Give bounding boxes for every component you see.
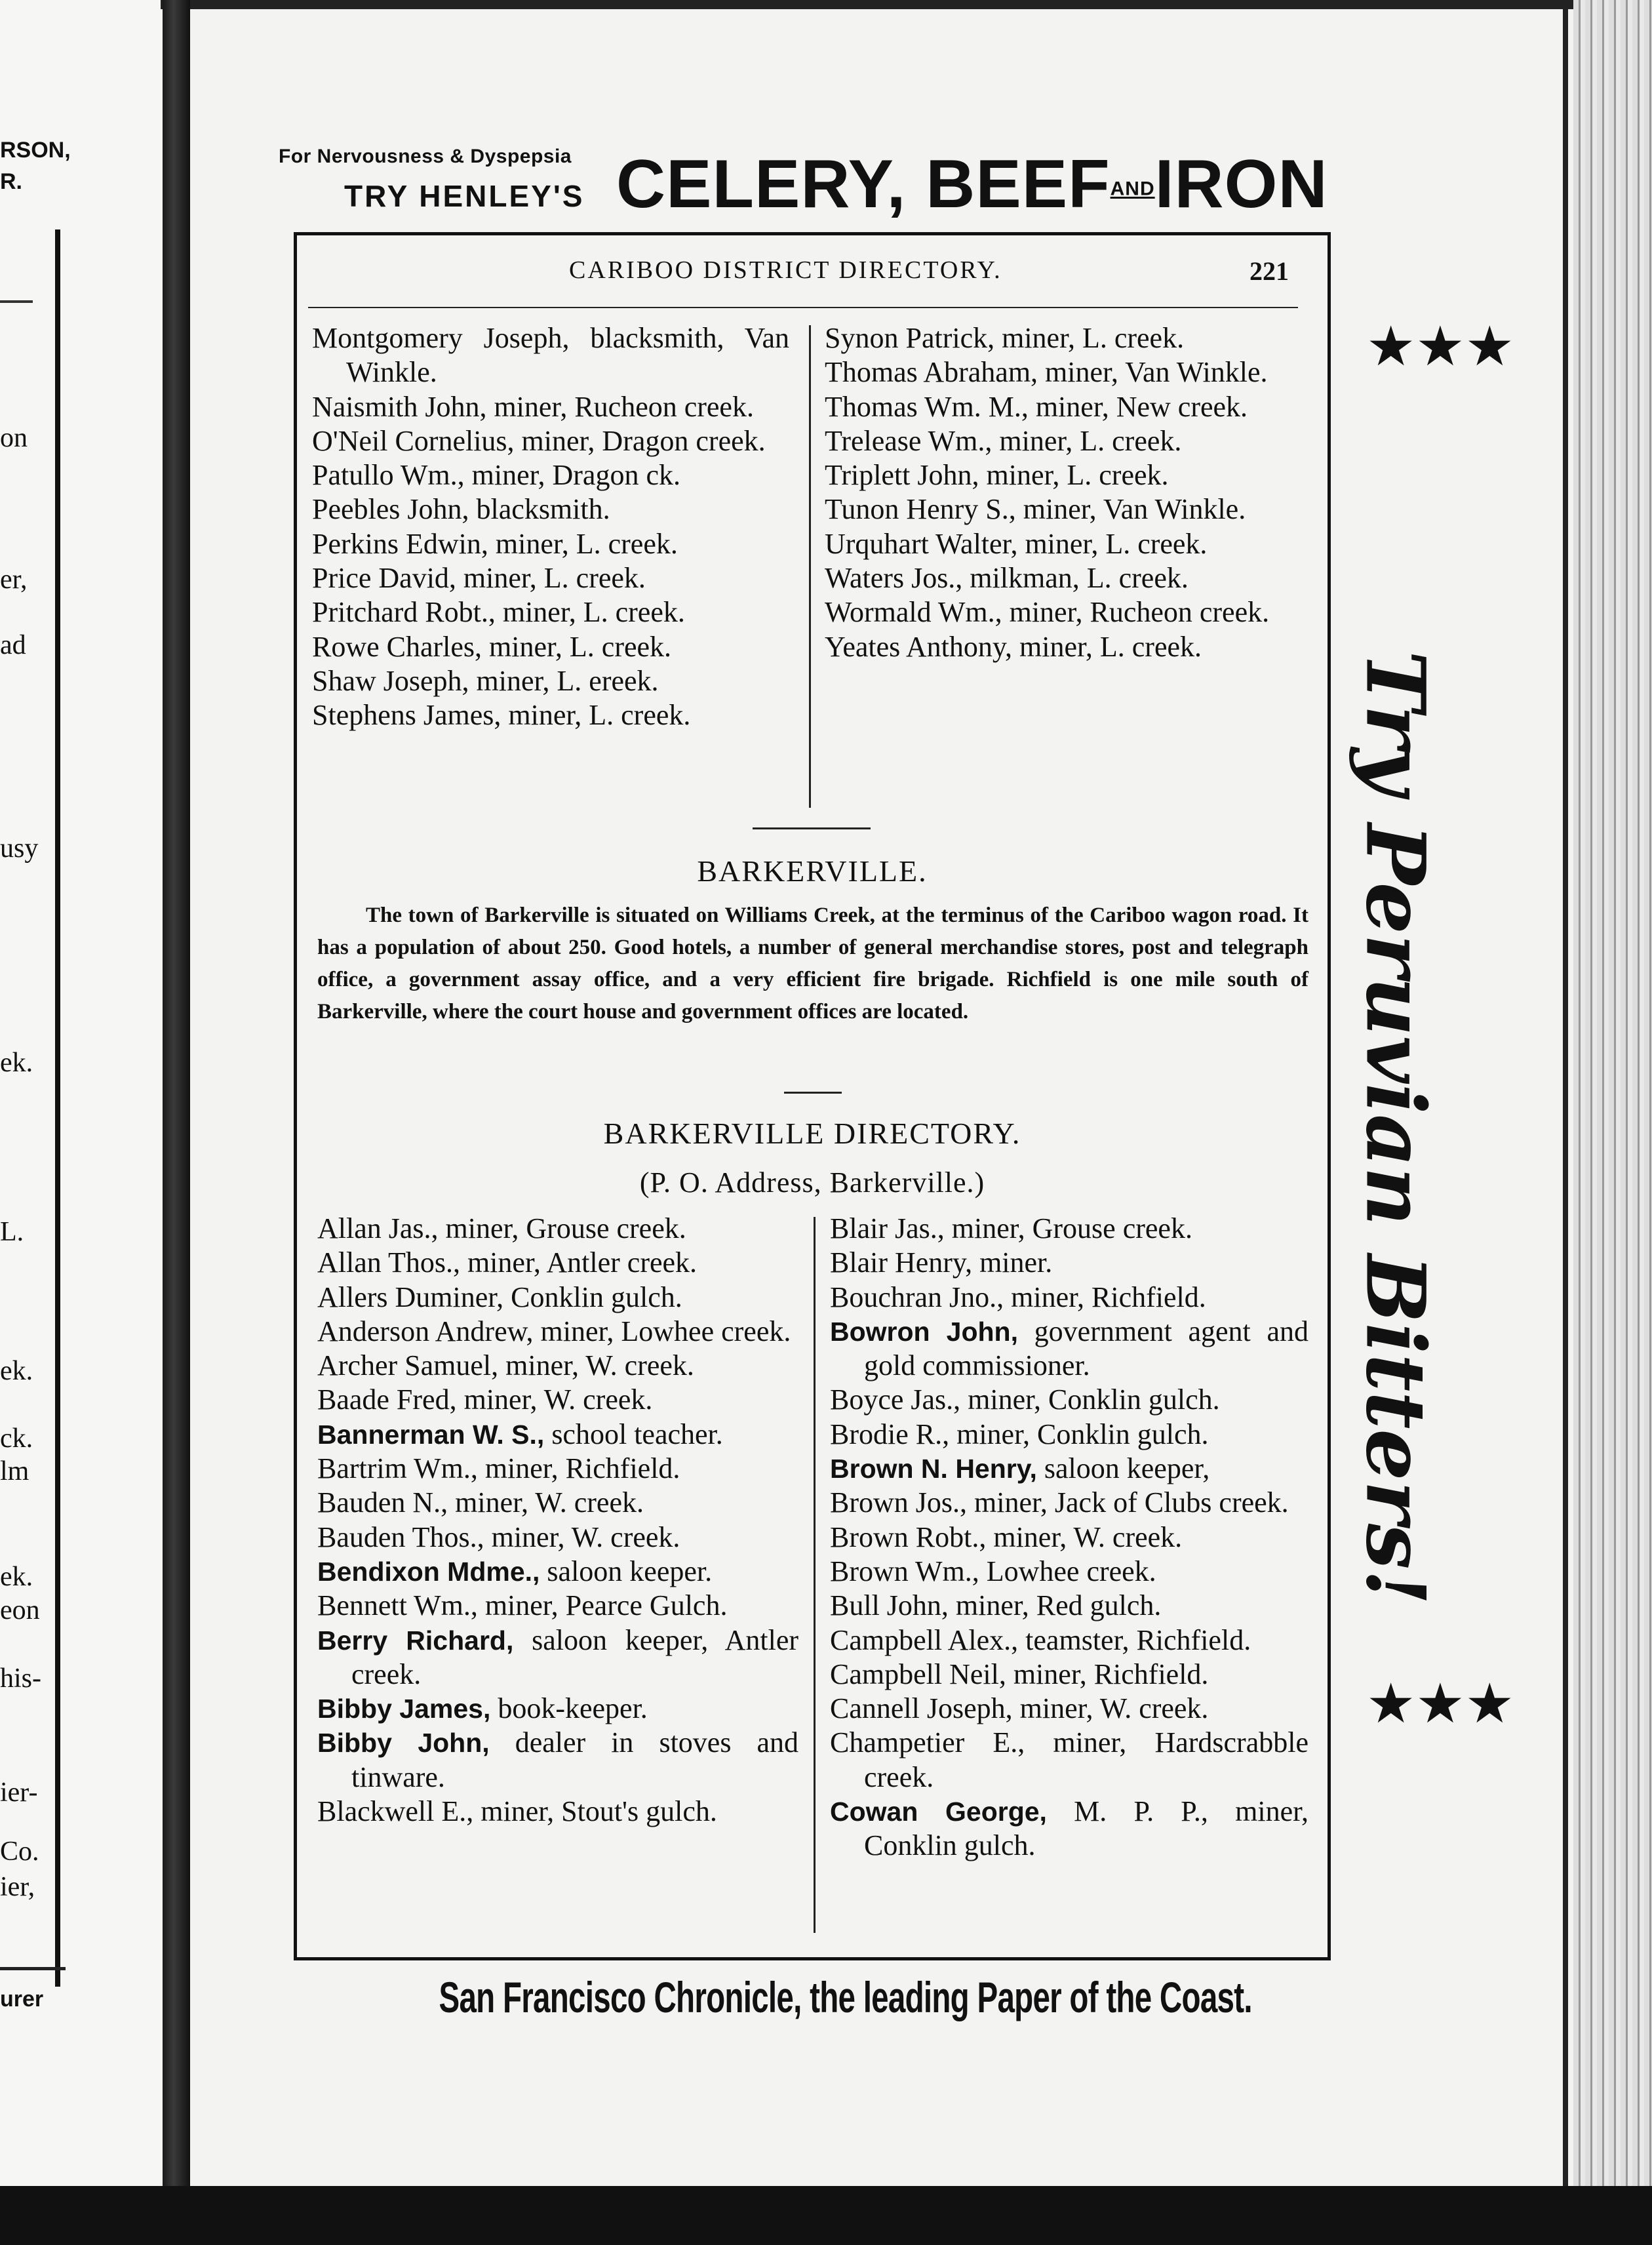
directory-entry-text: Baade Fred, miner, W. creek. bbox=[317, 1383, 653, 1416]
directory-entry bbox=[317, 1520, 798, 1555]
directory-entry bbox=[830, 1418, 1308, 1452]
directory-entry bbox=[825, 561, 1303, 595]
directory-entry bbox=[317, 1555, 798, 1589]
directory-entry bbox=[825, 355, 1303, 389]
bleed-word: eon bbox=[0, 1595, 40, 1625]
directory-entry-text: Urquhart Walter, miner, L. creek. bbox=[825, 527, 1208, 560]
directory-entry-text: Blackwell E., miner, Stout's gulch. bbox=[317, 1795, 717, 1828]
directory-entry bbox=[830, 1486, 1308, 1520]
ad-top-try: TRY HENLEY'S bbox=[344, 179, 585, 213]
directory-entry-name: Bendixon Mdme., bbox=[317, 1556, 540, 1587]
bleed-word: ier- bbox=[0, 1778, 38, 1808]
directory-entry-text: Tunon Henry S., miner, Van Winkle. bbox=[825, 493, 1246, 526]
directory-entry bbox=[312, 458, 789, 492]
directory-entry-text: Blair Jas., miner, Grouse creek. bbox=[830, 1212, 1192, 1244]
directory-entry bbox=[825, 630, 1303, 664]
directory-subtitle: (P. O. Address, Barkerville.) bbox=[639, 1166, 985, 1199]
directory-entry-text: Allan Thos., miner, Antler creek. bbox=[317, 1246, 698, 1279]
directory-entry bbox=[312, 321, 789, 390]
directory-entry bbox=[825, 321, 1303, 355]
stars-icon: ★★★ bbox=[1366, 1674, 1514, 1735]
directory-entry-text: saloon keeper, bbox=[1036, 1452, 1210, 1485]
directory-entry-text: Bartrim Wm., miner, Richfield. bbox=[317, 1452, 680, 1485]
bleed-word: RSON, bbox=[0, 138, 71, 163]
bleed-word: ad bbox=[0, 630, 26, 660]
directory-entry-text: Bouchran Jno., miner, Richfield. bbox=[830, 1281, 1206, 1313]
directory-entry bbox=[830, 1589, 1308, 1623]
ad-bottom: San Francisco Chronicle, the leading Paper of the Coast. bbox=[439, 1973, 1252, 2021]
directory-entry-text: Bennett Wm., miner, Pearce Gulch. bbox=[317, 1589, 728, 1622]
running-head: CARIBOO DISTRICT DIRECTORY. bbox=[569, 256, 1002, 284]
directory-entry-text: O'Neil Cornelius, miner, Dragon creek. bbox=[312, 424, 766, 457]
bleed-word: R. bbox=[0, 169, 22, 194]
directory-entry-text: Peebles John, blacksmith. bbox=[312, 493, 610, 526]
directory-entry-text: Trelease Wm., miner, L. creek. bbox=[825, 424, 1182, 457]
directory-entry-text: Archer Samuel, miner, W. creek. bbox=[317, 1349, 694, 1382]
directory-entry bbox=[317, 1418, 798, 1452]
directory-entry bbox=[312, 630, 789, 664]
directory-entry-text: Anderson Andrew, miner, Lowhee creek. bbox=[317, 1315, 791, 1347]
directory-entry bbox=[317, 1383, 798, 1417]
directory-entry-text: Boyce Jas., miner, Conklin gulch. bbox=[830, 1383, 1220, 1416]
directory-entry-text: Stephens James, miner, L. creek. bbox=[312, 699, 691, 732]
ad-top-product bbox=[616, 146, 1328, 224]
directory-entry-name: Berry Richard, bbox=[317, 1625, 514, 1656]
directory-entry bbox=[830, 1452, 1308, 1486]
directory-entry-text: Rowe Charles, miner, L. creek. bbox=[312, 630, 672, 663]
directory-entry-text: Montgomery Joseph, blacksmith, Van Winkle. bbox=[312, 322, 789, 389]
directory-entry-text: school teacher. bbox=[544, 1418, 723, 1450]
bleed-word: usy bbox=[0, 833, 39, 864]
directory-entry-text: Bauden N., miner, W. creek. bbox=[317, 1486, 644, 1519]
page-stack-edge bbox=[1573, 0, 1652, 2245]
directory-entry-text: Shaw Joseph, miner, L. ereek. bbox=[312, 664, 659, 697]
directory-entry bbox=[317, 1726, 798, 1795]
directory-entry bbox=[317, 1795, 798, 1829]
directory-entry-text: saloon keeper. bbox=[540, 1555, 713, 1587]
bleed-word: ck. bbox=[0, 1423, 33, 1454]
scan-top-edge bbox=[0, 0, 1652, 9]
directory-entry-text: Allers Duminer, Conklin gulch. bbox=[317, 1281, 682, 1313]
directory-entry-name: Bibby John, bbox=[317, 1728, 490, 1758]
directory-entry-text: Blair Henry, miner. bbox=[830, 1246, 1053, 1279]
directory-entry-text: Triplett John, miner, L. creek. bbox=[825, 459, 1169, 492]
directory-entry bbox=[830, 1383, 1308, 1417]
section-title-barkerville: BARKERVILLE. bbox=[697, 854, 928, 888]
ad-top-tagline: For Nervousness & Dyspepsia bbox=[279, 146, 572, 167]
bleed-word: er, bbox=[0, 565, 28, 595]
directory-column-upper-left bbox=[312, 321, 789, 733]
directory-entry bbox=[317, 1349, 798, 1383]
directory-entry bbox=[312, 492, 789, 526]
header-rule bbox=[308, 307, 1298, 308]
directory-entry-text: Cannell Joseph, miner, W. creek. bbox=[830, 1692, 1209, 1725]
directory-entry bbox=[830, 1246, 1308, 1280]
previous-page-rule bbox=[0, 1967, 66, 1970]
directory-entry-text: saloon keeper, Antler creek. bbox=[351, 1623, 798, 1690]
previous-page-rule bbox=[55, 229, 60, 1987]
directory-entry-text: Brown Wm., Lowhee creek. bbox=[830, 1555, 1156, 1587]
directory-entry bbox=[312, 390, 789, 424]
column-divider bbox=[809, 325, 811, 808]
section-rule bbox=[753, 827, 871, 829]
bleed-word: his- bbox=[0, 1663, 41, 1694]
directory-entry-text: Thomas Wm. M., miner, New creek. bbox=[825, 390, 1248, 423]
page-edge-shadow bbox=[1563, 0, 1568, 2245]
bleed-word: on bbox=[0, 423, 28, 453]
directory-entry bbox=[825, 492, 1303, 526]
directory-entry-text: dealer in stoves and tinware. bbox=[351, 1726, 799, 1793]
directory-entry bbox=[317, 1281, 798, 1315]
directory-entry-text: Brodie R., miner, Conklin gulch. bbox=[830, 1418, 1209, 1450]
directory-entry-text: Yeates Anthony, miner, L. creek. bbox=[825, 630, 1202, 663]
directory-entry bbox=[317, 1246, 798, 1280]
directory-entry bbox=[830, 1726, 1308, 1795]
directory-entry bbox=[830, 1520, 1308, 1555]
directory-entry bbox=[312, 527, 789, 561]
directory-entry bbox=[830, 1212, 1308, 1246]
directory-entry bbox=[317, 1452, 798, 1486]
directory-entry bbox=[312, 698, 789, 732]
directory-entry bbox=[830, 1281, 1308, 1315]
directory-entry bbox=[830, 1555, 1308, 1589]
directory-entry bbox=[825, 390, 1303, 424]
directory-column-lower-left bbox=[317, 1212, 798, 1829]
directory-entry-text: Campbell Alex., teamster, Richfield. bbox=[830, 1623, 1251, 1656]
directory-entry bbox=[312, 595, 789, 629]
directory-entry-name: Bannerman W. S., bbox=[317, 1419, 545, 1450]
directory-entry bbox=[317, 1692, 798, 1726]
scan-bottom-edge bbox=[0, 2186, 1652, 2245]
directory-entry bbox=[830, 1658, 1308, 1692]
directory-entry-text: Allan Jas., miner, Grouse creek. bbox=[317, 1212, 686, 1244]
directory-column-lower-right bbox=[830, 1212, 1308, 1863]
directory-entry-text: Synon Patrick, miner, L. creek. bbox=[825, 322, 1185, 354]
directory-entry-text: Pritchard Robt., miner, L. creek. bbox=[312, 596, 685, 629]
directory-entry bbox=[317, 1212, 798, 1246]
barkerville-description: The town of Barkerville is situated on Williams Creek, at the terminus of the Cariboo wagon road. It has a population of about 250. Good hotels, a number of general merchandise stores, post and telegraph office, a government assay office, and a very efficient fire brigade. Richfield is one mile south of Barkerville, where the court house and government offices are located. bbox=[317, 904, 1308, 1023]
side-ad-slogan: Try Peruvian Bitters! bbox=[1347, 650, 1443, 1605]
directory-entry bbox=[830, 1623, 1308, 1658]
directory-entry bbox=[825, 424, 1303, 458]
directory-entry-text: Perkins Edwin, miner, L. creek. bbox=[312, 527, 678, 560]
directory-entry-text: Bull John, miner, Red gulch. bbox=[830, 1589, 1162, 1622]
directory-entry-text: M. P. P., miner, Conklin gulch. bbox=[864, 1795, 1308, 1862]
directory-entry bbox=[830, 1795, 1308, 1863]
directory-entry-text: Patullo Wm., miner, Dragon ck. bbox=[312, 459, 680, 492]
directory-entry-text: Brown Robt., miner, W. creek. bbox=[830, 1520, 1183, 1553]
directory-entry bbox=[825, 595, 1303, 629]
directory-entry bbox=[830, 1692, 1308, 1726]
directory-entry-name: Bowron John, bbox=[830, 1316, 1018, 1347]
section-rule bbox=[784, 1092, 842, 1094]
directory-entry-name: Cowan George, bbox=[830, 1797, 1047, 1827]
directory-entry-text: Thomas Abraham, miner, Van Winkle. bbox=[825, 356, 1268, 389]
directory-entry-text: Waters Jos., milkman, L. creek. bbox=[825, 562, 1189, 595]
bleed-word: lm bbox=[0, 1456, 30, 1486]
directory-column-upper-right bbox=[825, 321, 1303, 664]
directory-entry-name: Bibby James, bbox=[317, 1694, 491, 1724]
book-gutter bbox=[163, 0, 190, 2190]
directory-entry-text: government agent and gold commissioner. bbox=[864, 1315, 1308, 1382]
bleed-word: urer bbox=[0, 1987, 44, 2012]
directory-entry bbox=[317, 1486, 798, 1520]
directory-entry-text: Brown Jos., miner, Jack of Clubs creek. bbox=[830, 1486, 1289, 1519]
side-advertisement bbox=[1329, 302, 1514, 2006]
ad-top-product-part: CELERY, BEEF bbox=[616, 146, 1111, 222]
bleed-word: Co. bbox=[0, 1837, 39, 1867]
directory-entry bbox=[317, 1623, 798, 1692]
directory-entry bbox=[312, 424, 789, 458]
directory-entry-text: Naismith John, miner, Rucheon creek. bbox=[312, 390, 754, 423]
directory-entry bbox=[825, 527, 1303, 561]
ad-top-and: AND bbox=[1110, 178, 1155, 200]
column-divider bbox=[814, 1217, 816, 1933]
bleed-word: ek. bbox=[0, 1356, 33, 1386]
directory-entry-text: Price David, miner, L. creek. bbox=[312, 562, 646, 595]
stars-icon: ★★★ bbox=[1366, 317, 1514, 378]
ad-top-product-part: IRON bbox=[1154, 146, 1328, 222]
directory-entry bbox=[825, 458, 1303, 492]
directory-entry bbox=[317, 1315, 798, 1349]
directory-entry bbox=[317, 1589, 798, 1623]
directory-entry-text: Wormald Wm., miner, Rucheon creek. bbox=[825, 596, 1270, 629]
directory-entry-text: Bauden Thos., miner, W. creek. bbox=[317, 1520, 680, 1553]
bleed-word: ek. bbox=[0, 1562, 33, 1592]
directory-entry bbox=[312, 561, 789, 595]
directory-entry-text: Campbell Neil, miner, Richfield. bbox=[830, 1658, 1209, 1690]
previous-page-bleed bbox=[0, 0, 161, 2245]
section-title-directory: BARKERVILLE DIRECTORY. bbox=[603, 1117, 1021, 1150]
directory-entry-name: Brown N. Henry, bbox=[830, 1454, 1037, 1484]
bleed-word: ier, bbox=[0, 1872, 35, 1902]
directory-entry bbox=[312, 664, 789, 698]
bleed-word: L. bbox=[0, 1217, 24, 1247]
previous-page-rule bbox=[0, 300, 33, 303]
page-number: 221 bbox=[1249, 256, 1289, 286]
directory-entry-text: Champetier E., miner, Hardscrabble creek. bbox=[830, 1726, 1308, 1793]
directory-entry bbox=[830, 1315, 1308, 1383]
bleed-word: ek. bbox=[0, 1048, 33, 1078]
directory-entry-text: book-keeper. bbox=[490, 1692, 648, 1725]
